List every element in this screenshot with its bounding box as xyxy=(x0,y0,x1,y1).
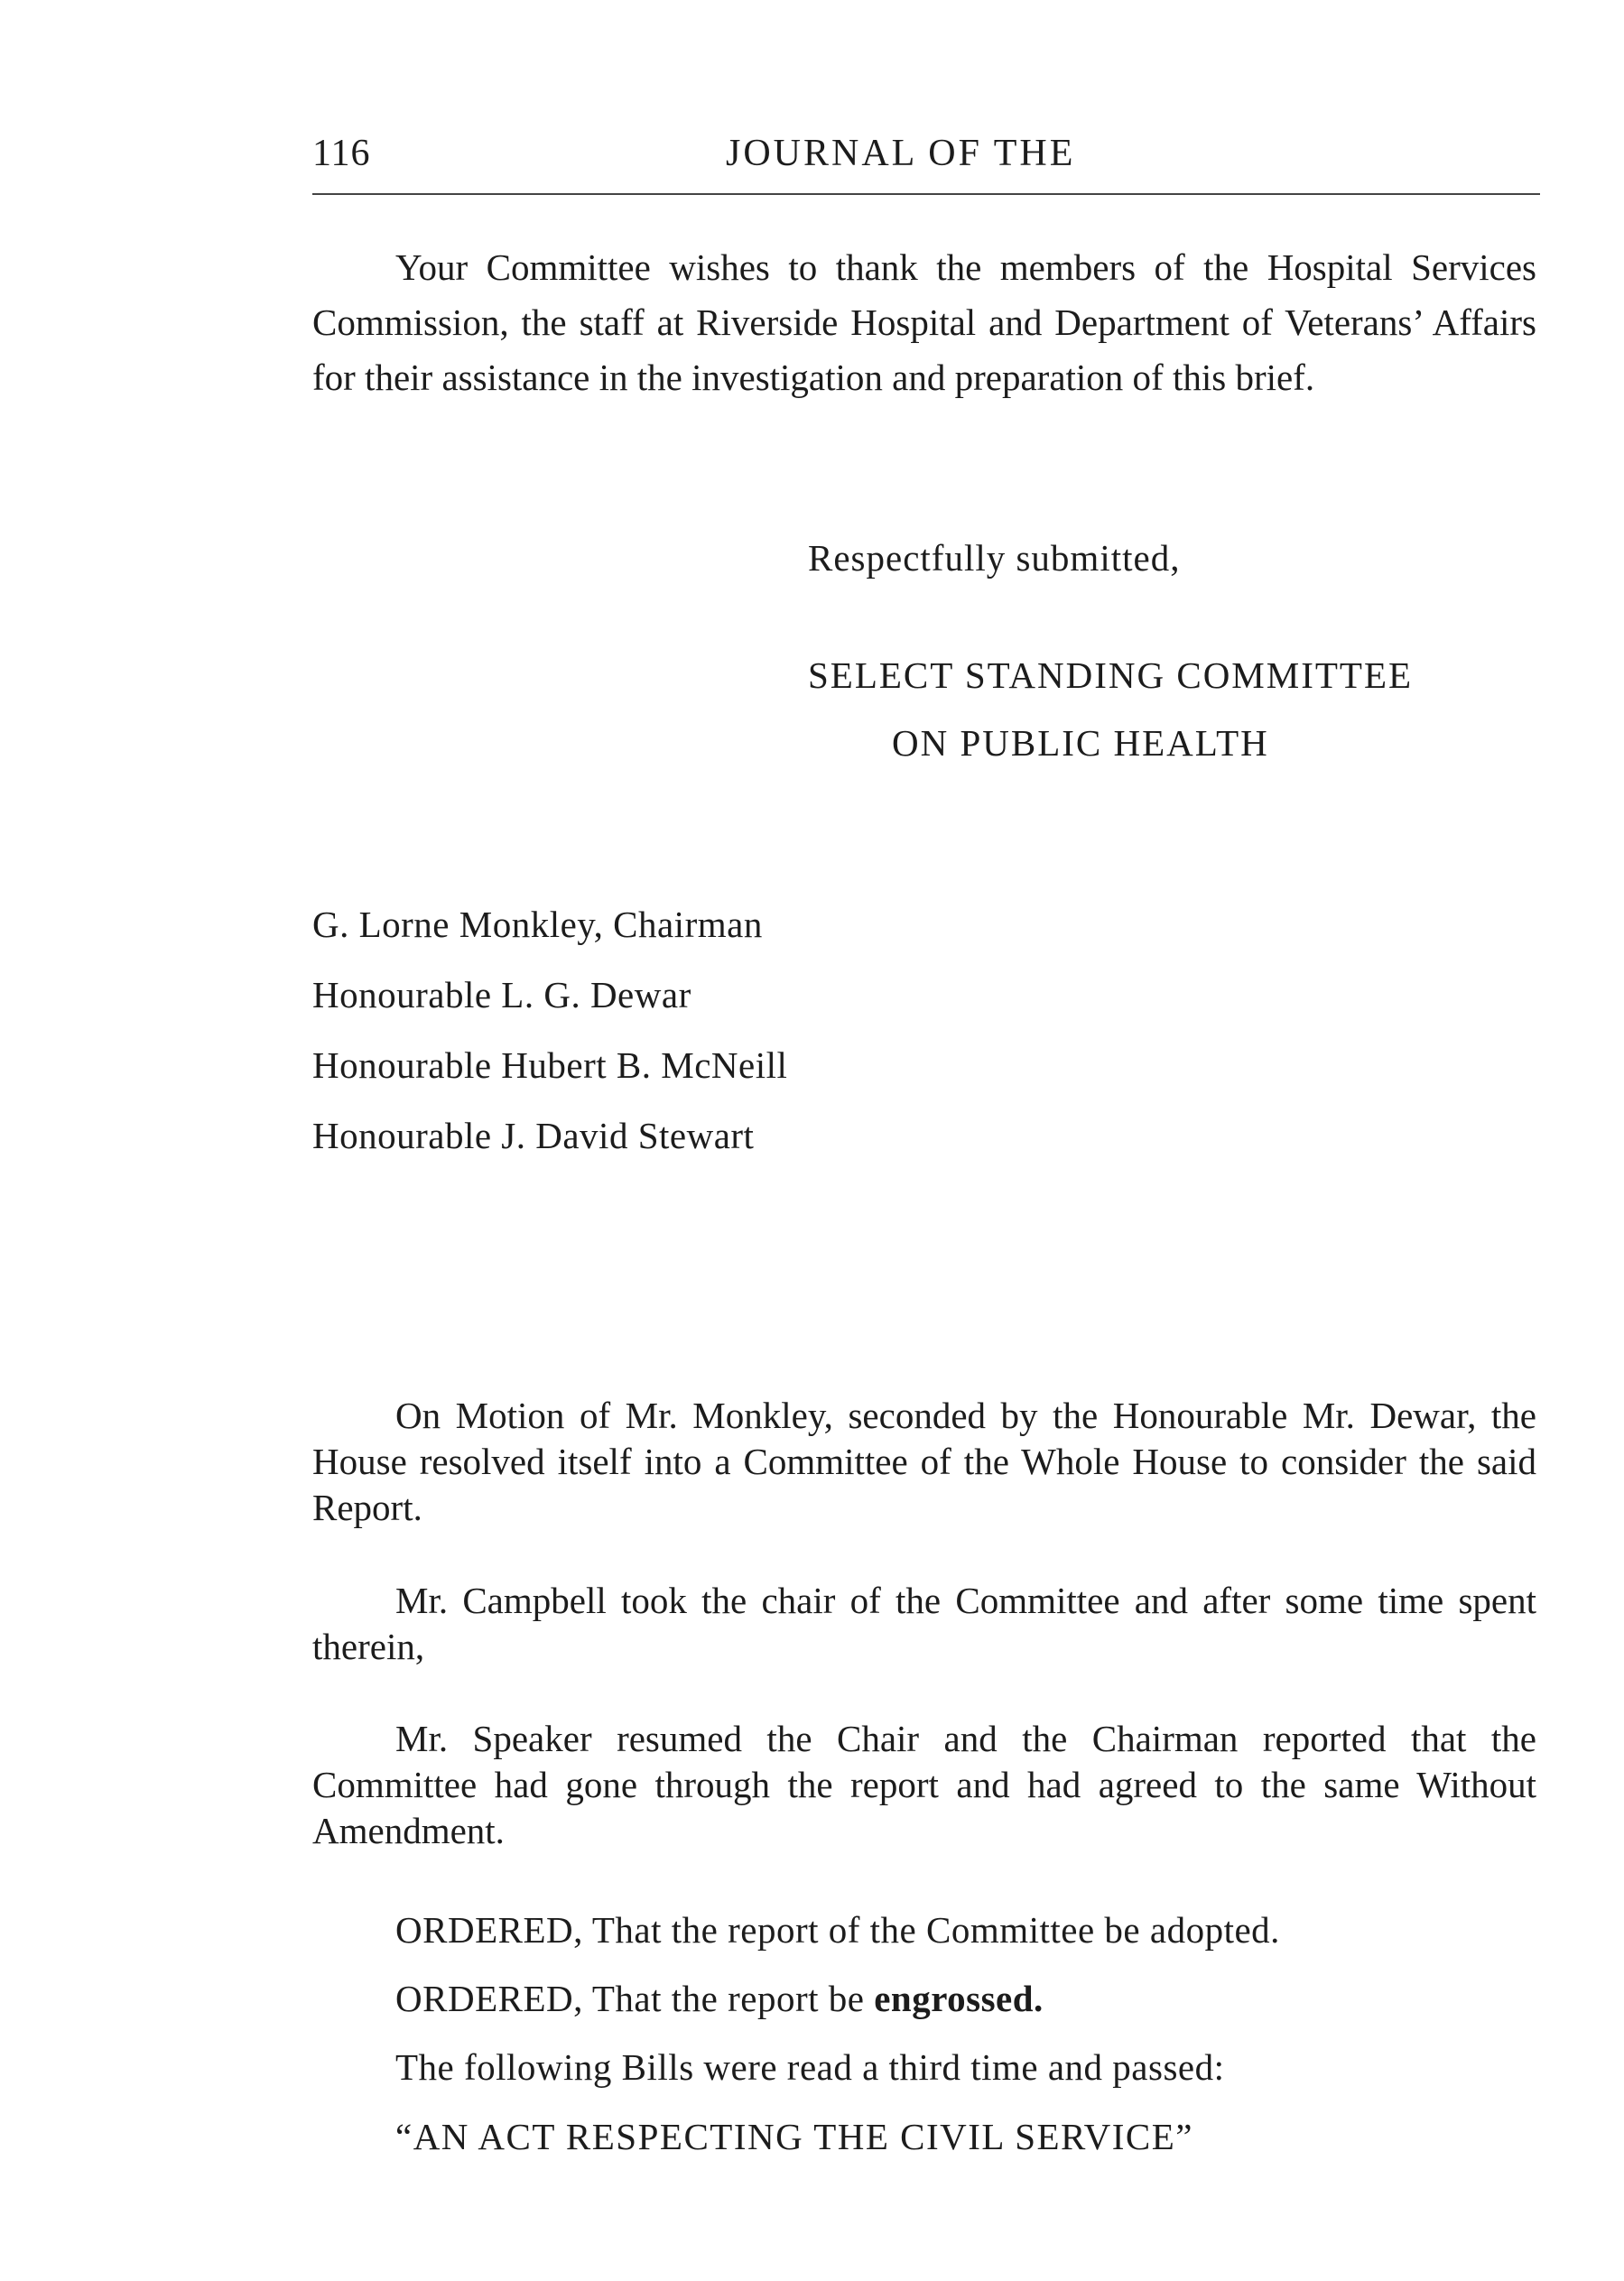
running-head xyxy=(312,132,1540,186)
motion-paragraph: On Motion of Mr. Monkley, seconded by the Honourable Mr. Dewar, the House resolved itself into a Committee of the Whole House to consider the said Report. xyxy=(312,1395,1536,1528)
bill-title: “AN ACT RESPECTING THE CIVIL SERVICE” xyxy=(395,2116,1193,2157)
committee-member: Honourable Hubert B. McNeill xyxy=(312,1044,788,1086)
order-engrossed-text: ORDERED, That the report be xyxy=(395,1978,875,2019)
closing-salutation: Respectfully submitted, xyxy=(808,537,1181,579)
page-number: 116 xyxy=(312,133,371,174)
committee-member: Honourable J. David Stewart xyxy=(312,1115,755,1156)
order-engrossed-word: engrossed. xyxy=(874,1978,1044,2019)
campbell-paragraph: Mr. Campbell took the chair of the Committee and after some time spent therein, xyxy=(312,1580,1536,1667)
committee-member: G. Lorne Monkley, Chairman xyxy=(312,904,763,945)
bills-intro: The following Bills were read a third time and passed: xyxy=(395,2046,1225,2088)
thanks-paragraph: Your Committee wishes to thank the members of the Hospital Services Commission, the staff at Riverside Hospital and Department of Veterans’ Affairs for their assistance in the investigation and preparation of this brief. xyxy=(312,246,1536,398)
header-rule xyxy=(312,193,1540,195)
committee-member: Honourable L. G. Dewar xyxy=(312,974,691,1015)
order-adopted: ORDERED, That the report of the Committee be adopted. xyxy=(395,1909,1280,1951)
journal-title: JOURNAL OF THE xyxy=(726,133,1076,174)
committee-name-line1: SELECT STANDING COMMITTEE xyxy=(808,654,1414,696)
committee-name-line2: ON PUBLIC HEALTH xyxy=(892,722,1269,764)
order-engrossed xyxy=(395,1977,1044,2020)
speaker-paragraph: Mr. Speaker resumed the Chair and the Chairman reported that the Committee had gone through the report and had agreed to the same Without Amendment. xyxy=(312,1718,1536,1851)
